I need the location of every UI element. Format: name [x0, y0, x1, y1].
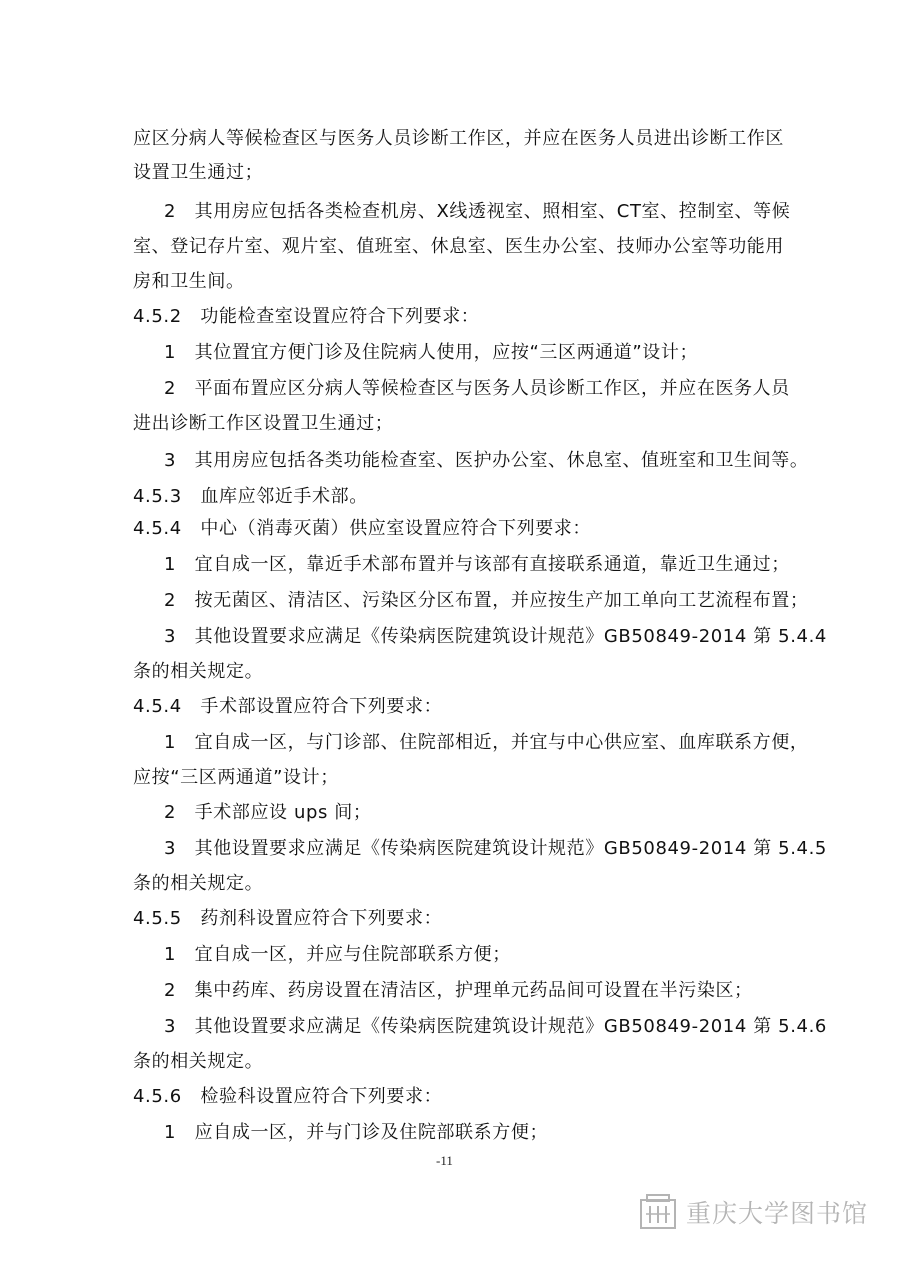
text-line: 1 宜自成一区，并应与住院部联系方便；	[164, 944, 511, 965]
text-line: 3 其他设置要求应满足《传染病医院建筑设计规范》GB50849-2014 第 5.4.5	[164, 838, 827, 859]
library-watermark	[638, 1188, 870, 1236]
section-heading: 4.5.4 手术部设置应符合下列要求：	[133, 696, 443, 717]
library-logo-icon	[638, 1192, 678, 1232]
section-heading: 4.5.2 功能检查室设置应符合下列要求：	[133, 306, 480, 327]
text-line: 条的相关规定。	[133, 873, 264, 894]
text-line: 3 其他设置要求应满足《传染病医院建筑设计规范》GB50849-2014 第 5.4.4	[164, 626, 827, 647]
text-line: 1 宜自成一区，靠近手术部布置并与该部有直接联系通道，靠近卫生通过；	[164, 554, 790, 575]
text-line: 3 其用房应包括各类功能检查室、医护办公室、休息室、值班室和卫生间等。	[164, 450, 809, 471]
text-line: 房和卫生间。	[133, 271, 245, 292]
text-line: 1 宜自成一区，与门诊部、住院部相近，并宜与中心供应室、血库联系方便，	[164, 732, 809, 753]
text-line: 条的相关规定。	[133, 1051, 264, 1072]
text-line: 设置卫生通过；	[133, 162, 264, 183]
text-line: 2 其用房应包括各类检查机房、X线透视室、照相室、CT室、控制室、等候	[164, 201, 791, 222]
text-line: 2 手术部应设 ups 间；	[164, 802, 372, 823]
text-line: 2 集中药库、药房设置在清洁区，护理单元药品间可设置在半污染区；	[164, 980, 753, 1001]
page-number: -11	[436, 1153, 453, 1168]
text-line: 条的相关规定。	[133, 661, 264, 682]
section-heading: 4.5.4 中心（消毒灭菌）供应室设置应符合下列要求：	[133, 518, 591, 539]
text-line: 2 按无菌区、清洁区、污染区分区布置，并应按生产加工单向工艺流程布置；	[164, 590, 809, 611]
section-heading: 4.5.5 药剂科设置应符合下列要求：	[133, 908, 443, 929]
text-line: 应区分病人等候检查区与医务人员诊断工作区，并应在医务人员进出诊断工作区	[133, 128, 784, 149]
text-line: 进出诊断工作区设置卫生通过；	[133, 413, 394, 434]
text-line: 应按“三区两通道”设计；	[133, 767, 339, 788]
section-heading: 4.5.3 血库应邻近手术部。	[133, 486, 368, 507]
text-line: 1 其位置宜方便门诊及住院病人使用，应按“三区两通道”设计；	[164, 342, 699, 363]
text-line: 1 应自成一区，并与门诊及住院部联系方便；	[164, 1122, 549, 1143]
section-heading: 4.5.6 检验科设置应符合下列要求：	[133, 1086, 443, 1107]
text-line: 2 平面布置应区分病人等候检查区与医务人员诊断工作区，并应在医务人员	[164, 378, 790, 399]
text-line: 室、登记存片室、观片室、值班室、休息室、医生办公室、技师办公室等功能用	[133, 236, 784, 257]
watermark-text: 重庆大学图书馆	[686, 1199, 869, 1228]
text-line: 3 其他设置要求应满足《传染病医院建筑设计规范》GB50849-2014 第 5.4.6	[164, 1016, 827, 1037]
